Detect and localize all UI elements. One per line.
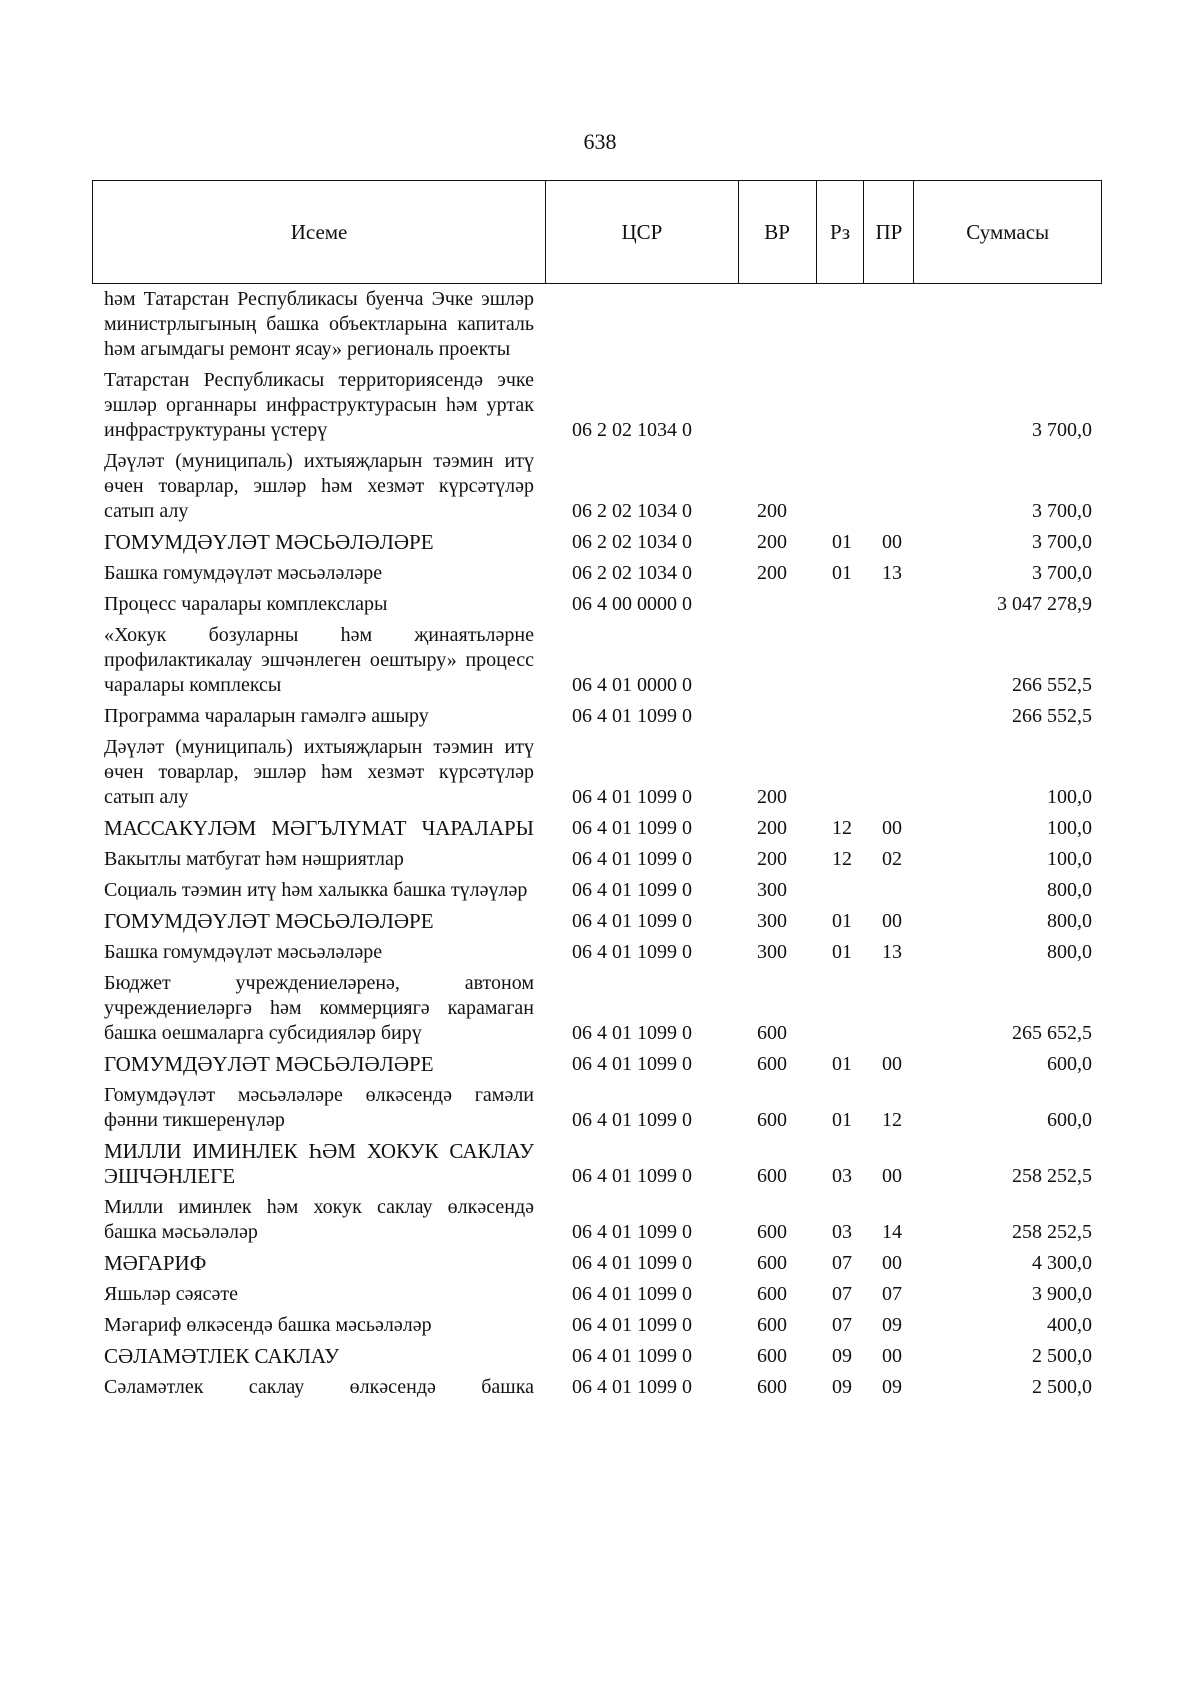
row-csr: 06 4 01 1099 0 <box>572 817 692 839</box>
row-name: Башка гомумдәүләт мәсьәләләре <box>104 941 383 963</box>
row-pr: 00 <box>882 1345 902 1367</box>
row-vr: 600 <box>757 1283 787 1305</box>
header-csr: ЦСР <box>546 181 739 283</box>
row-pr: 13 <box>882 562 902 584</box>
header-pr: ПР <box>864 181 914 283</box>
table-row <box>92 527 1102 558</box>
row-vr: 600 <box>757 1165 787 1187</box>
row-rz: 12 <box>832 817 852 839</box>
row-name: Яшьләр сәясәте <box>104 1283 239 1305</box>
row-pr: 14 <box>882 1221 902 1243</box>
row-csr: 06 4 01 1099 0 <box>572 1314 692 1336</box>
row-rz: 01 <box>832 531 852 553</box>
row-csr: 06 4 01 1099 0 <box>572 941 692 963</box>
row-csr: 06 2 02 1034 0 <box>572 500 692 522</box>
row-rz: 01 <box>832 562 852 584</box>
header-vr: ВР <box>739 181 817 283</box>
row-pr: 00 <box>882 910 902 932</box>
row-vr: 600 <box>757 1022 787 1044</box>
row-vr: 600 <box>757 1252 787 1274</box>
row-pr: 00 <box>882 1053 902 1075</box>
table-row <box>92 875 1102 906</box>
table-row <box>92 1192 1102 1248</box>
table-row <box>92 1080 1102 1136</box>
row-name: Вакытлы матбугат һәм нәшриятлар <box>104 848 404 870</box>
row-vr: 200 <box>757 848 787 870</box>
row-name: ГОМУМДӘҮЛӘТ МӘСЬӘЛӘЛӘРЕ <box>104 1052 434 1076</box>
table-row <box>92 1049 1102 1080</box>
row-vr: 200 <box>757 562 787 584</box>
row-sum: 100,0 <box>1047 817 1092 839</box>
row-name: Бюджет учреждениеләренә, автоном учреждениеләргә һәм коммерциягә карамаган башка оешмаларга субсидияләр бирү <box>104 972 534 1044</box>
row-pr: 00 <box>882 1165 902 1187</box>
row-name: Гомумдәүләт мәсьәләләре өлкәсендә гамәли фәнни тикшеренүләр <box>104 1084 534 1131</box>
row-sum: 258 252,5 <box>1012 1165 1092 1187</box>
row-rz: 03 <box>832 1221 852 1243</box>
table-row <box>92 284 1102 365</box>
row-rz: 09 <box>832 1345 852 1367</box>
row-vr: 300 <box>757 879 787 901</box>
row-rz: 01 <box>832 1109 852 1131</box>
header-sum: Суммасы <box>966 219 1050 244</box>
table-row <box>92 1341 1102 1372</box>
row-csr: 06 4 01 1099 0 <box>572 1221 692 1243</box>
row-name: ГОМУМДӘҮЛӘТ МӘСЬӘЛӘЛӘРЕ <box>104 909 434 933</box>
table-row <box>92 732 1102 813</box>
row-csr: 06 4 01 1099 0 <box>572 705 692 727</box>
row-vr: 600 <box>757 1376 787 1398</box>
row-csr: 06 4 01 1099 0 <box>572 1252 692 1274</box>
row-sum: 3 700,0 <box>1032 500 1092 522</box>
row-pr: 09 <box>882 1376 902 1398</box>
table-row <box>92 968 1102 1049</box>
row-csr: 06 2 02 1034 0 <box>572 419 692 441</box>
row-rz: 03 <box>832 1165 852 1187</box>
row-sum: 400,0 <box>1047 1314 1092 1336</box>
row-vr: 600 <box>757 1221 787 1243</box>
row-csr: 06 4 01 1099 0 <box>572 910 692 932</box>
table-row <box>92 558 1102 589</box>
row-vr: 200 <box>757 786 787 808</box>
row-name: Программа чараларын гамәлгә ашыру <box>104 705 429 727</box>
row-sum: 100,0 <box>1047 786 1092 808</box>
row-name: МАССАКҮЛӘМ МӘГЪЛҮМАТ ЧАРАЛАРЫ <box>104 816 534 840</box>
row-sum: 3 900,0 <box>1032 1283 1092 1305</box>
row-vr: 300 <box>757 941 787 963</box>
row-sum: 266 552,5 <box>1012 705 1092 727</box>
row-sum: 4 300,0 <box>1032 1252 1092 1274</box>
row-sum: 3 700,0 <box>1032 531 1092 553</box>
row-rz: 07 <box>832 1252 852 1274</box>
row-csr: 06 4 01 1099 0 <box>572 1109 692 1131</box>
row-csr: 06 4 00 0000 0 <box>572 593 692 615</box>
table-body <box>92 284 1102 1403</box>
row-name: Милли иминлек һәм хокук саклау өлкәсендә башка мәсьәләләр <box>104 1196 534 1243</box>
row-rz: 09 <box>832 1376 852 1398</box>
table-row <box>92 1136 1102 1192</box>
row-vr: 200 <box>757 531 787 553</box>
row-csr: 06 4 01 1099 0 <box>572 1022 692 1044</box>
row-name: Процесс чаралары комплекслары <box>104 593 388 615</box>
row-rz: 12 <box>832 848 852 870</box>
row-pr: 00 <box>882 531 902 553</box>
table-row <box>92 937 1102 968</box>
row-csr: 06 4 01 1099 0 <box>572 1376 692 1398</box>
row-csr: 06 4 01 1099 0 <box>572 1165 692 1187</box>
row-vr: 300 <box>757 910 787 932</box>
row-csr: 06 4 01 1099 0 <box>572 786 692 808</box>
row-rz: 07 <box>832 1283 852 1305</box>
row-csr: 06 2 02 1034 0 <box>572 531 692 553</box>
row-sum: 266 552,5 <box>1012 674 1092 696</box>
table-row <box>92 906 1102 937</box>
table-row <box>92 844 1102 875</box>
row-sum: 3 700,0 <box>1032 562 1092 584</box>
row-name: ГОМУМДӘҮЛӘТ МӘСЬӘЛӘЛӘРЕ <box>104 530 434 554</box>
row-sum: 258 252,5 <box>1012 1221 1092 1243</box>
row-rz: 01 <box>832 910 852 932</box>
row-name: Дәүләт (муниципаль) ихтыяҗларын тәэмин итү өчен товарлар, эшләр һәм хезмәт күрсәтүләр сатып алу <box>104 736 534 808</box>
row-name: Мәгариф өлкәсендә башка мәсьәләләр <box>104 1314 432 1336</box>
row-pr: 09 <box>882 1314 902 1336</box>
row-pr: 02 <box>882 848 902 870</box>
header-rz: Рз <box>817 181 865 283</box>
row-name: СӘЛАМӘТЛЕК САКЛАУ <box>104 1344 340 1368</box>
header-name: Исеме <box>93 181 546 283</box>
row-name: Татарстан Республикасы территориясендә эчке эшләр органнары инфраструктурасын һәм уртак инфраструктураны үстерү <box>104 369 534 441</box>
row-name: Башка гомумдәүләт мәсьәләләре <box>104 562 383 584</box>
row-sum: 600,0 <box>1047 1053 1092 1075</box>
row-csr: 06 4 01 1099 0 <box>572 1283 692 1305</box>
row-vr: 600 <box>757 1314 787 1336</box>
row-name: МИЛЛИ ИМИНЛЕК ҺӘМ ХОКУК САКЛАУ ЭШЧӘНЛЕГЕ <box>104 1139 534 1188</box>
row-sum: 2 500,0 <box>1032 1345 1092 1367</box>
row-pr: 00 <box>882 1252 902 1274</box>
row-sum: 800,0 <box>1047 879 1092 901</box>
table-row <box>92 1372 1102 1403</box>
table-row <box>92 620 1102 701</box>
row-csr: 06 4 01 0000 0 <box>572 674 692 696</box>
row-rz: 01 <box>832 941 852 963</box>
row-sum: 600,0 <box>1047 1109 1092 1131</box>
row-name: МӘГАРИФ <box>104 1251 207 1275</box>
row-csr: 06 4 01 1099 0 <box>572 1053 692 1075</box>
table-row <box>92 446 1102 527</box>
row-rz: 07 <box>832 1314 852 1336</box>
row-vr: 600 <box>757 1109 787 1131</box>
table-row <box>92 589 1102 620</box>
row-pr: 07 <box>882 1283 902 1305</box>
row-vr: 600 <box>757 1053 787 1075</box>
row-name: Дәүләт (муниципаль) ихтыяҗларын тәэмин итү өчен товарлар, эшләр һәм хезмәт күрсәтүләр сатып алу <box>104 450 534 522</box>
row-pr: 13 <box>882 941 902 963</box>
row-csr: 06 2 02 1034 0 <box>572 562 692 584</box>
table-row <box>92 1310 1102 1341</box>
row-name: Сәламәтлек саклау өлкәсендә башка <box>104 1376 534 1398</box>
table-row <box>92 1279 1102 1310</box>
row-sum: 800,0 <box>1047 910 1092 932</box>
table-row <box>92 1248 1102 1279</box>
row-sum: 265 652,5 <box>1012 1022 1092 1044</box>
row-name: «Хокук бозуларны һәм җинаятьләрне профилактикалау эшчәнлеген оештыру» процесс чаралары комплексы <box>104 624 534 696</box>
table-row <box>92 701 1102 732</box>
row-name: һәм Татарстан Республикасы буенча Эчке эшләр министрлыгының башка объектларына капиталь һәм агымдагы ремонт ясау» региональ проекты <box>104 288 534 360</box>
row-vr: 200 <box>757 500 787 522</box>
page-number: 638 <box>583 129 617 154</box>
row-csr: 06 4 01 1099 0 <box>572 1345 692 1367</box>
row-pr: 00 <box>882 817 902 839</box>
table-header <box>92 180 1102 284</box>
table-row <box>92 365 1102 446</box>
row-name: Социаль тәэмин итү һәм халыкка башка түләүләр <box>104 879 528 901</box>
row-sum: 3 047 278,9 <box>997 593 1092 615</box>
row-csr: 06 4 01 1099 0 <box>572 879 692 901</box>
row-sum: 2 500,0 <box>1032 1376 1092 1398</box>
row-sum: 800,0 <box>1047 941 1092 963</box>
table-row <box>92 813 1102 844</box>
row-vr: 600 <box>757 1345 787 1367</box>
row-sum: 3 700,0 <box>1032 419 1092 441</box>
row-csr: 06 4 01 1099 0 <box>572 848 692 870</box>
row-rz: 01 <box>832 1053 852 1075</box>
row-vr: 200 <box>757 817 787 839</box>
row-pr: 12 <box>882 1109 902 1131</box>
row-sum: 100,0 <box>1047 848 1092 870</box>
